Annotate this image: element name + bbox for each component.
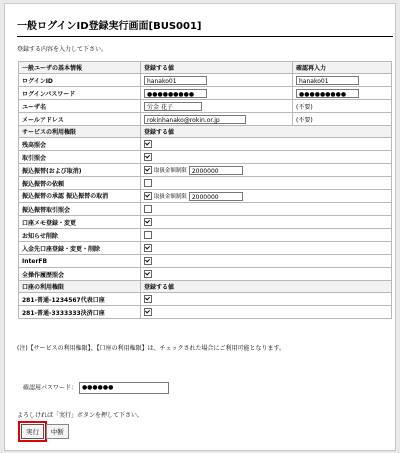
service-label: 振込振替取引照会 (19, 203, 141, 216)
service-label: 全操作履歴照会 (19, 268, 141, 281)
execute-message: よろしければ「実行」ボタンを押して下さい。 (17, 412, 144, 419)
email-input[interactable]: rokinhanako@rokin.or.jp (144, 115, 246, 124)
limit-input[interactable]: 2000000 (189, 166, 243, 175)
confirm-password-label: 確認用パスワード： (23, 384, 78, 392)
login-id-row (19, 74, 392, 87)
service-checkbox[interactable] (144, 205, 152, 213)
service-row (19, 138, 392, 151)
cancel-button[interactable]: 中断 (46, 424, 69, 439)
password-confirm-input[interactable]: ●●●●●●●●● (296, 89, 359, 98)
user-name-label: ユーザ名 (19, 100, 141, 113)
user-name-row (19, 100, 392, 113)
service-row (19, 216, 392, 229)
accounts-header-col1: 口座の利用権限 (19, 281, 141, 293)
registration-table (18, 61, 392, 319)
account-label: 281-普通-3333333決済口座 (19, 306, 141, 319)
execute-button[interactable]: 実行 (21, 424, 44, 439)
basic-header-col1: 一般ユーザの基本情報 (19, 62, 141, 74)
accounts-header-col2: 登録する値 (141, 281, 392, 293)
accounts-header-row (19, 281, 392, 293)
services-header-row (19, 126, 392, 138)
limit-input[interactable]: 2000000 (189, 192, 243, 201)
service-checkbox[interactable] (144, 166, 152, 174)
service-row (19, 177, 392, 190)
service-label: 口座メモ登録・変更 (19, 216, 141, 229)
email-row (19, 113, 392, 126)
service-row (19, 242, 392, 255)
service-row (19, 229, 392, 242)
service-label: お知らせ削除 (19, 229, 141, 242)
basic-header-row (19, 62, 392, 74)
account-row (19, 293, 392, 306)
user-name-note: (不要) (293, 100, 392, 113)
service-label: InterFB (19, 255, 141, 268)
account-checkbox[interactable] (144, 308, 152, 316)
service-row (19, 203, 392, 216)
service-label: 入金先口座登録・変更・削除 (19, 242, 141, 255)
service-checkbox[interactable] (144, 244, 152, 252)
limit-label: 取扱金額制限 (153, 167, 187, 174)
email-label: メールアドレス (19, 113, 141, 126)
login-id-confirm-input[interactable]: hanako01 (296, 76, 359, 85)
service-row (19, 268, 392, 281)
service-label: 振込振替の承認 振込振替の取消 (19, 190, 141, 203)
login-id-label: ログインID (19, 74, 141, 87)
service-checkbox[interactable] (144, 270, 152, 278)
service-label: 残高照会 (19, 138, 141, 151)
instruction-text: 登録する内容を入力して下さい。 (17, 46, 108, 53)
account-checkbox[interactable] (144, 295, 152, 303)
service-checkbox[interactable] (144, 179, 152, 187)
user-name-input[interactable]: 労金 花子 (144, 102, 202, 111)
permission-note: (注)【サービスの利用権限】、【口座の利用権限】は、チェックされた場合にご利用可能となります。 (17, 345, 286, 352)
service-row (19, 151, 392, 164)
service-checkbox[interactable] (144, 231, 152, 239)
limit-label: 取扱金額制限 (153, 193, 187, 200)
page-title-bar (17, 18, 393, 37)
confirm-password-input[interactable]: ●●●●●● (79, 382, 169, 394)
confirm-password-area (23, 382, 169, 394)
password-input[interactable]: ●●●●●●●●● (144, 89, 207, 98)
service-row (19, 190, 392, 203)
basic-header-col2: 登録する値 (141, 62, 293, 74)
services-header-col1: サービスの利用権限 (19, 126, 141, 138)
service-checkbox[interactable] (144, 153, 152, 161)
page-frame (4, 3, 396, 451)
service-label: 取引照会 (19, 151, 141, 164)
service-checkbox[interactable] (144, 218, 152, 226)
password-row (19, 87, 392, 100)
service-row (19, 255, 392, 268)
service-label: 振込振替(および取消) (19, 164, 141, 177)
services-header-col2: 登録する値 (141, 126, 392, 138)
account-row (19, 306, 392, 319)
account-label: 281-普通-1234567代表口座 (19, 293, 141, 306)
login-id-input[interactable]: hanako01 (144, 76, 207, 85)
service-checkbox[interactable] (144, 257, 152, 265)
service-row (19, 164, 392, 177)
service-label: 振込振替の依頼 (19, 177, 141, 190)
password-label: ログインパスワード (19, 87, 141, 100)
email-note: (不要) (293, 113, 392, 126)
page-title: 一般ログインID登録実行画面[BUS001] (17, 21, 202, 32)
basic-header-col3: 確認再入力 (293, 62, 392, 74)
service-checkbox[interactable] (144, 192, 152, 200)
button-area (21, 424, 69, 439)
service-checkbox[interactable] (144, 140, 152, 148)
